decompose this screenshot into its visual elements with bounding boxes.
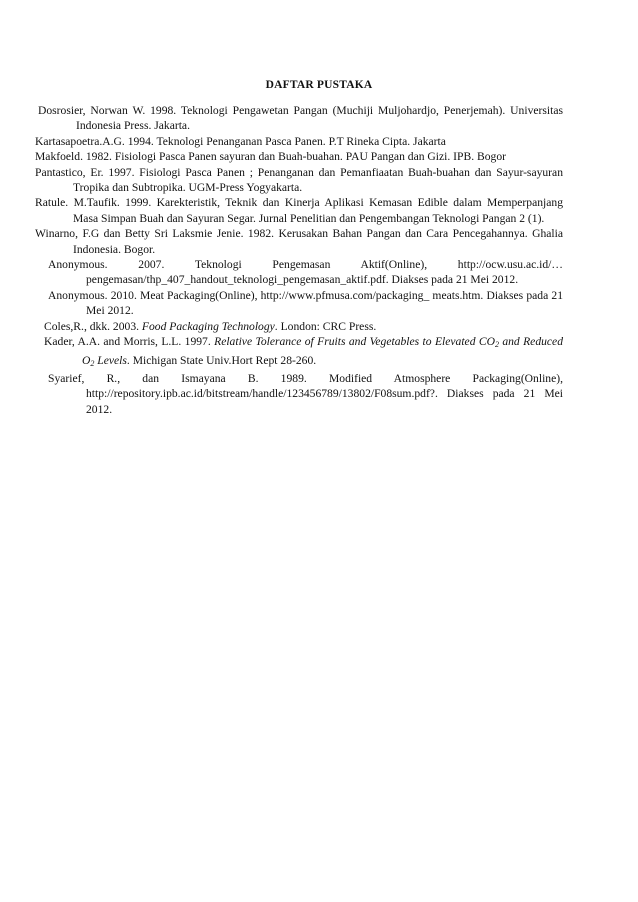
reference-text: Syarief, R., dan Ismayana B. 1989. Modified Atmosphere Packaging(Online), http://repository.ipb.ac.id/bitstream/handle/123456789/13802/F08sum.pdf?. Diakses pada 21 Mei 2012. xyxy=(48,371,563,416)
reference-entry xyxy=(35,226,563,257)
reference-text: Kartasapoetra.A.G. 1994. Teknologi Penanganan Pasca Panen. P.T Rineka Cipta. Jakarta xyxy=(35,134,446,148)
reference-entry xyxy=(48,257,563,288)
italic-title-text: Levels xyxy=(94,353,127,367)
reference-list xyxy=(35,103,563,417)
reference-text: Ratule. M.Taufik. 1999. Karekteristik, Teknik dan Kinerja Aplikasi Kemasan Edible dalam Memperpanjang Masa Simpan Buah dan Sayuran Segar. Jurnal Penelitian dan Pengembangan Teknologi Pangan 2 (1). xyxy=(35,196,563,225)
reference-entry xyxy=(48,288,563,319)
reference-entry xyxy=(44,319,563,334)
reference-text: . London: CRC Press. xyxy=(274,319,377,333)
subscript-text: 2 xyxy=(90,358,95,368)
reference-entry xyxy=(35,149,563,164)
subscript-text: 2 xyxy=(494,340,499,350)
reference-entry xyxy=(48,371,563,417)
italic-title-text: Relative Tolerance of Fruits and Vegetables to Elevated CO xyxy=(214,335,495,349)
reference-text: Coles,R., dkk. 2003. xyxy=(44,319,142,333)
reference-text: Winarno, F.G dan Betty Sri Laksmie Jenie. 1982. Kerusakan Bahan Pangan dan Cara Pencegahannya. Ghalia Indonesia. Bogor. xyxy=(35,227,563,256)
italic-title-text: and Reduced O xyxy=(82,335,563,367)
page-title: DAFTAR PUSTAKA xyxy=(265,79,373,91)
reference-entry xyxy=(38,103,563,134)
reference-text: . Michigan State Univ.Hort Rept 28-260. xyxy=(126,353,317,367)
reference-text: Makfoeld. 1982. Fisiologi Pasca Panen sayuran dan Buah-buahan. PAU Pangan dan Gizi. IPB. Bogor xyxy=(35,150,506,164)
reference-text: Anonymous. 2010. Meat Packaging(Online), http://www.pfmusa.com/packaging_ meats.htm. Diakses pada 21 Mei 2012. xyxy=(48,288,563,318)
reference-text: Kader, A.A. and Morris, L.L. 1997. xyxy=(44,335,215,349)
reference-entry xyxy=(44,334,563,371)
italic-title-text: Food Packaging Technology xyxy=(141,319,275,333)
reference-text: Dosrosier, Norwan W. 1998. Teknologi Pengawetan Pangan (Muchiji Muljohardjo, Penerjemah). Universitas Indonesia Press. Jakarta. xyxy=(38,104,563,133)
reference-entry xyxy=(35,165,563,196)
reference-entry xyxy=(35,134,563,149)
reference-entry xyxy=(35,195,563,226)
reference-text: Pantastico, Er. 1997. Fisiologi Pasca Panen ; Penanganan dan Pemanfiaatan Buah-buahan dan Sayur-sayuran Tropika dan Subtropika. UGM-Press Yogyakarta. xyxy=(35,165,563,195)
reference-text: Anonymous. 2007. Teknologi Pengemasan Aktif(Online), http://ocw.usu.ac.id/…pengemasan/thp_407_handout_teknologi_pengemasan_aktif.pdf. Diakses pada 21 Mei 2012. xyxy=(48,258,563,287)
